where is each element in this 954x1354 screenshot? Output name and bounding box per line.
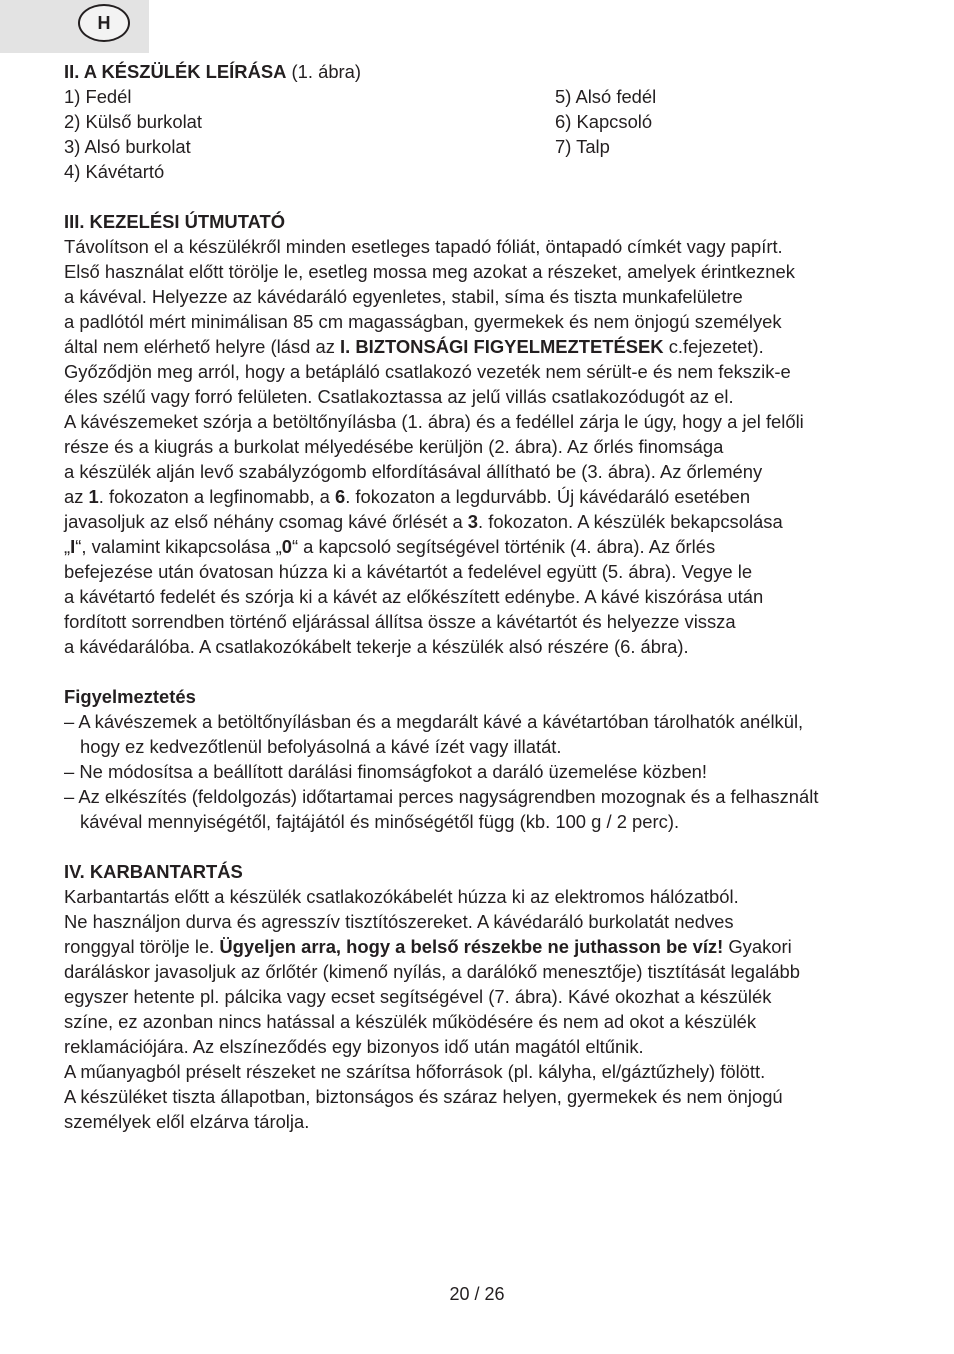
paragraph-line: a készülék alján levő szabályzógomb elfordításával állítható be (3. ábra). Az őrlemény [64, 461, 763, 482]
part-item: 4) Kávétartó [64, 161, 165, 182]
manual-content [64, 59, 894, 1134]
paragraph-line: A műanyagból préselt részeket ne szárítsa hőforrások (pl. kályha, el/gáztűzhely) fölött. [64, 1061, 766, 1082]
paragraph-line: ronggyal törölje le. Ügyeljen arra, hogy a belső részekbe ne juthasson be víz! Gyakori [64, 936, 792, 957]
page-number: 20 / 26 [449, 1284, 505, 1304]
warning-item [64, 784, 894, 834]
paragraph-line: „I“, valamint kikapcsolása „0“ a kapcsoló segítségével történik (4. ábra). Az őrlés [64, 536, 716, 557]
paragraph-line: egyszer hetente pl. pálcika vagy ecset segítségével (7. ábra). Kávé okozhat a készülék [64, 986, 772, 1007]
part-item: 3) Alsó burkolat [64, 136, 191, 157]
paragraph-line: a padlótól mért minimálisan 85 cm magasságban, gyermekek és nem önjogú személyek [64, 311, 782, 332]
paragraph-line: az 1. fokozaton a legfinomabb, a 6. fokozaton a legdurvább. Új kávédaráló esetében [64, 486, 751, 507]
paragraph-line: Ne használjon durva és agresszív tisztítószereket. A kávédaráló burkolatát nedves [64, 911, 734, 932]
section-2-title: II. A KÉSZÜLÉK LEÍRÁSA (1. ábra) [64, 61, 362, 82]
paragraph-line: fordított sorrendben történő eljárással állítsa össze a kávétartót és helyezze vissza [64, 611, 736, 632]
part-item: 2) Külső burkolat [64, 111, 203, 132]
language-tab [0, 0, 149, 53]
language-badge: H [78, 4, 130, 42]
parts-list-right [555, 84, 894, 184]
paragraph-line: A kávészemeket szórja a betöltőnyílásba (1. ábra) és a fedéllel zárja le úgy, hogy a jel felőli [64, 411, 804, 432]
paragraph-line: Győződjön meg arról, hogy a betápláló csatlakozó vezeték nem sérült-e és nem fekszik-e [64, 361, 791, 382]
paragraph-line: éles szélű vagy forró felületen. Csatlakoztassa az jelű villás csatlakozódugót az el. [64, 386, 734, 407]
warning-item [64, 709, 894, 759]
paragraph-line: Első használat előtt törölje le, esetleg mossa meg azokat a részeket, amelyek érintkeznek [64, 261, 795, 282]
warning-line: kávéval mennyiségétől, fajtájától és minőségétől függ (kb. 100 g / 2 perc). [80, 811, 680, 832]
section-3-title: III. KEZELÉSI ÚTMUTATÓ [64, 211, 286, 232]
paragraph-line: A készüléket tiszta állapotban, biztonságos és száraz helyen, gyermekek és nem önjogú [64, 1086, 783, 1107]
warning-item [64, 759, 894, 784]
parts-list-left [64, 84, 555, 184]
paragraph-line: a kávédarálóba. A csatlakozókábelt tekerje a készülék alsó részére (6. ábra). [64, 636, 689, 657]
parts-list [64, 84, 894, 184]
warning-line: – A kávészemek a betöltőnyílásban és a megdarált kávé a kávétartóban tárolhatók anélkül, [64, 711, 804, 732]
paragraph-line: reklamációjára. Az elszíneződés egy bizonyos idő után magától eltűnik. [64, 1036, 644, 1057]
part-item: 1) Fedél [64, 86, 132, 107]
paragraph-line: része és a kiugrás a burkolat mélyedésébe kerüljön (2. ábra). Az őrlés finomsága [64, 436, 724, 457]
warning-line: – Ne módosítsa a beállított darálási finomságfokot a daráló üzemelése közben! [64, 761, 708, 782]
part-item: 7) Talp [555, 136, 610, 157]
paragraph-line: daráláskor javasoljuk az őrlőtér (kimenő nyílás, a darálókő menesztője) tisztítását legalább [64, 961, 800, 982]
part-item: 6) Kapcsoló [555, 111, 653, 132]
paragraph-line: személyek elől elzárva tárolja. [64, 1111, 310, 1132]
warning-title: Figyelmeztetés [64, 686, 196, 707]
paragraph-line: Távolítson el a készülékről minden esetleges tapadó fóliát, öntapadó címkét vagy papírt. [64, 236, 783, 257]
paragraph-line: színe, ez azonban nincs hatással a készülék működésére és nem ad okot a készülék [64, 1011, 757, 1032]
paragraph-line: a kávéval. Helyezze az kávédaráló egyenletes, stabil, síma és tiszta munkafelületre [64, 286, 743, 307]
paragraph-line: befejezése után óvatosan húzza ki a kávétartót a fedelével együtt (5. ábra). Vegye le [64, 561, 753, 582]
section-4-title: IV. KARBANTARTÁS [64, 861, 243, 882]
paragraph-line: a kávétartó fedelét és szórja ki a kávét az előkészített edénybe. A kávé kiszórása után [64, 586, 764, 607]
paragraph-line: javasoljuk az első néhány csomag kávé őrlését a 3. fokozaton. A készülék bekapcsolása [64, 511, 783, 532]
warning-line: hogy ez kedvezőtlenül befolyásolná a kávé ízét vagy illatát. [80, 736, 562, 757]
paragraph-line: által nem elérhető helyre (lásd az I. BIZTONSÁGI FIGYELMEZTETÉSEK c.fejezetet). [64, 336, 764, 357]
warning-line: – Az elkészítés (feldolgozás) időtartamai perces nagyságrendben mozognak és a felhasznált [64, 786, 819, 807]
paragraph-line: Karbantartás előtt a készülék csatlakozókábelét húzza ki az elektromos hálózatból. [64, 886, 739, 907]
part-item: 5) Alsó fedél [555, 86, 657, 107]
